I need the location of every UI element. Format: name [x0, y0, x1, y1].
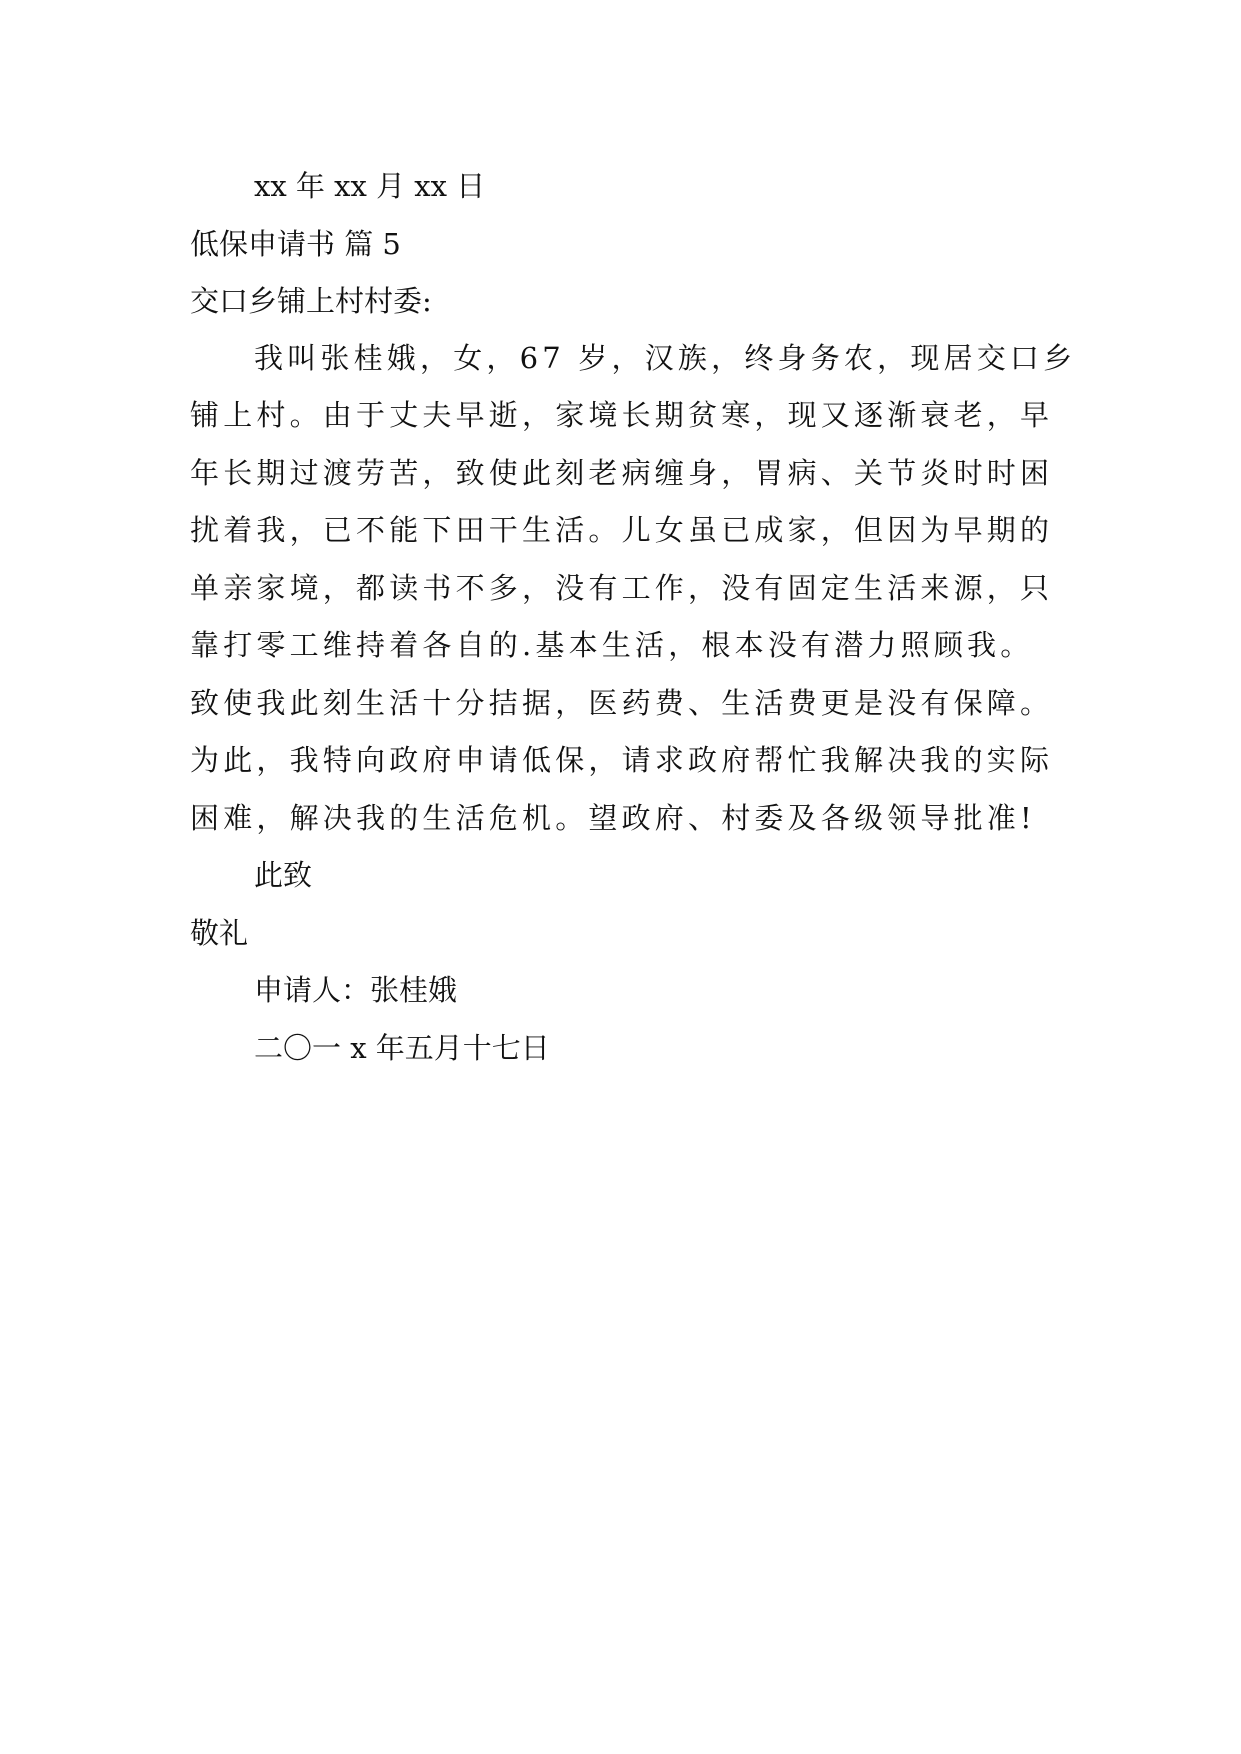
- body-line: 我叫张桂娥，女，67 岁，汉族，终身务农，现居交口乡: [254, 341, 1077, 375]
- body-line: 靠打零工维持着各自的.基本生活，根本没有潜力照顾我。: [190, 628, 1034, 662]
- signature-date: 二〇一 x 年五月十七日: [254, 1031, 550, 1065]
- body-line: 单亲家境，都读书不多，没有工作，没有固定生活来源，只: [190, 571, 1054, 605]
- section-title: 低保申请书 篇 5: [190, 227, 401, 261]
- body-line: 年长期过渡劳苦，致使此刻老病缠身，胃病、关节炎时时困: [190, 456, 1054, 490]
- body-line: 致使我此刻生活十分拮据，医药费、生活费更是没有保障。: [190, 686, 1054, 720]
- applicant-signature: 申请人：张桂娥: [254, 973, 458, 1007]
- body-line: 困难，解决我的生活危机。望政府、村委及各级领导批准!: [190, 801, 1036, 835]
- body-line: 为此，我特向政府申请低保，请求政府帮忙我解决我的实际: [190, 743, 1054, 777]
- body-line: 扰着我，已不能下田干生活。儿女虽已成家，但因为早期的: [190, 513, 1054, 547]
- addressee: 交口乡铺上村村委:: [190, 284, 432, 318]
- date-line: xx 年 xx 月 xx 日: [254, 169, 486, 203]
- closing-salutation: 此致: [254, 858, 313, 892]
- closing-regards: 敬礼: [190, 916, 249, 950]
- body-line: 铺上村。由于丈夫早逝，家境长期贫寒，现又逐渐衰老，早: [190, 398, 1054, 432]
